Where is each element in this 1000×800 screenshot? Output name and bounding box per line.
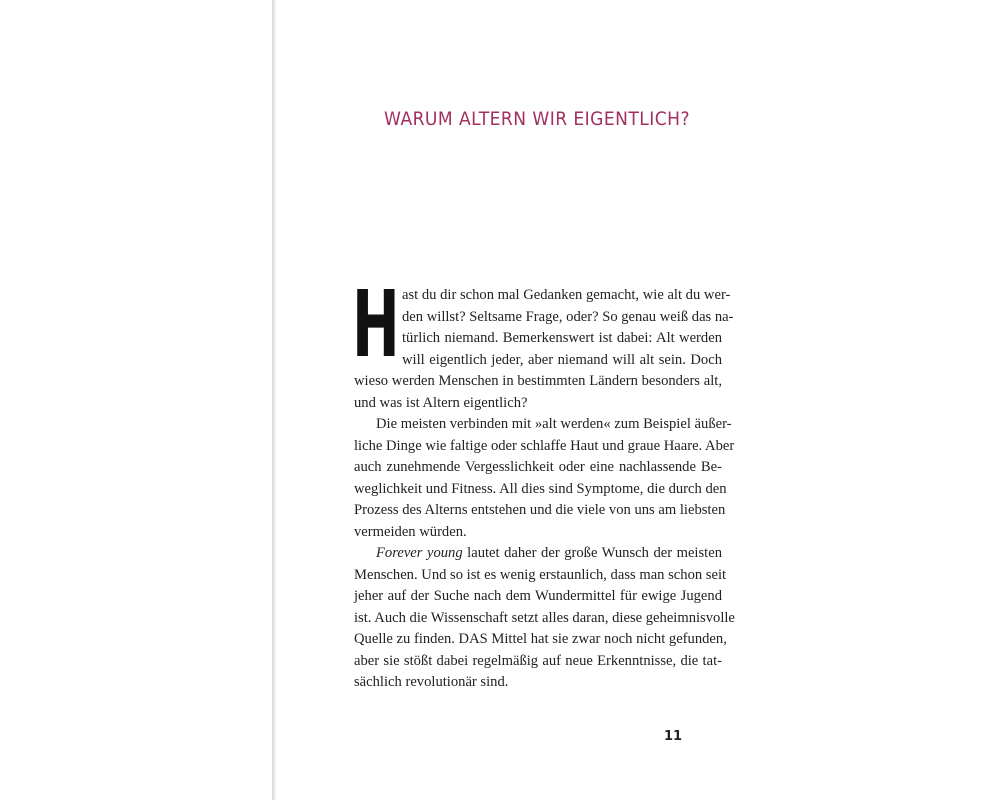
text-line: weglichkeit und Fitness. All dies sind Symptome, die durch den [354,480,727,497]
text-line: den willst? Seltsame Frage, oder? So genau weiß das na- [402,308,734,325]
book-spine [272,0,276,800]
text-line: Die meisten verbinden mit »alt werden« zum Beispiel äußer- [376,416,732,432]
text-line-rest: lautet daher der große Wunsch der meisten [462,545,722,561]
text-line: will eigentlich jeder, aber niemand will alt sein. Doch [402,351,722,368]
paragraph-1-dropcap-block [352,271,734,378]
drop-cap: H [352,271,400,378]
text-line: ist. Auch die Wissenschaft setzt alles daran, diese geheimnisvolle [354,609,735,626]
text-line: jeher auf der Suche nach dem Wundermittel für ewige Jugend [354,588,722,604]
body-text [352,271,735,694]
text-line: ast du dir schon mal Gedanken gemacht, wie alt du wer- [402,287,731,303]
text-line: türlich niemand. Bemerkenswert ist dabei: Alt werden [402,330,722,346]
chapter-title: WARUM ALTERN WIR EIGENTLICH? [384,108,690,130]
text-line: und was ist Altern eigentlich? [354,394,528,411]
previous-page-blank [0,0,272,800]
text-line: vermeiden würden. [354,523,467,540]
text-line: auch zunehmende Vergesslichkeit oder eine nachlassende Be- [354,459,722,475]
page-number: 11 [664,729,683,744]
text-line: aber sie stößt dabei regelmäßig auf neue Erkenntnisse, die tat- [354,652,722,669]
italic-phrase: Forever young [376,545,463,561]
text-line: Prozess des Alterns entstehen und die viele von uns am liebsten [354,502,726,518]
text-line: Quelle zu finden. DAS Mittel hat sie zwar noch nicht gefunden, [354,631,727,647]
text-line: wieso werden Menschen in bestimmten Ländern besonders alt, [354,373,722,389]
text-line: sächlich revolutionär sind. [354,674,509,690]
text-line: liche Dinge wie faltige oder schlaffe Haut und graue Haare. Aber [354,437,735,454]
text-line [354,543,722,565]
text-line: Menschen. Und so ist es wenig erstaunlich, dass man schon seit [354,566,727,583]
